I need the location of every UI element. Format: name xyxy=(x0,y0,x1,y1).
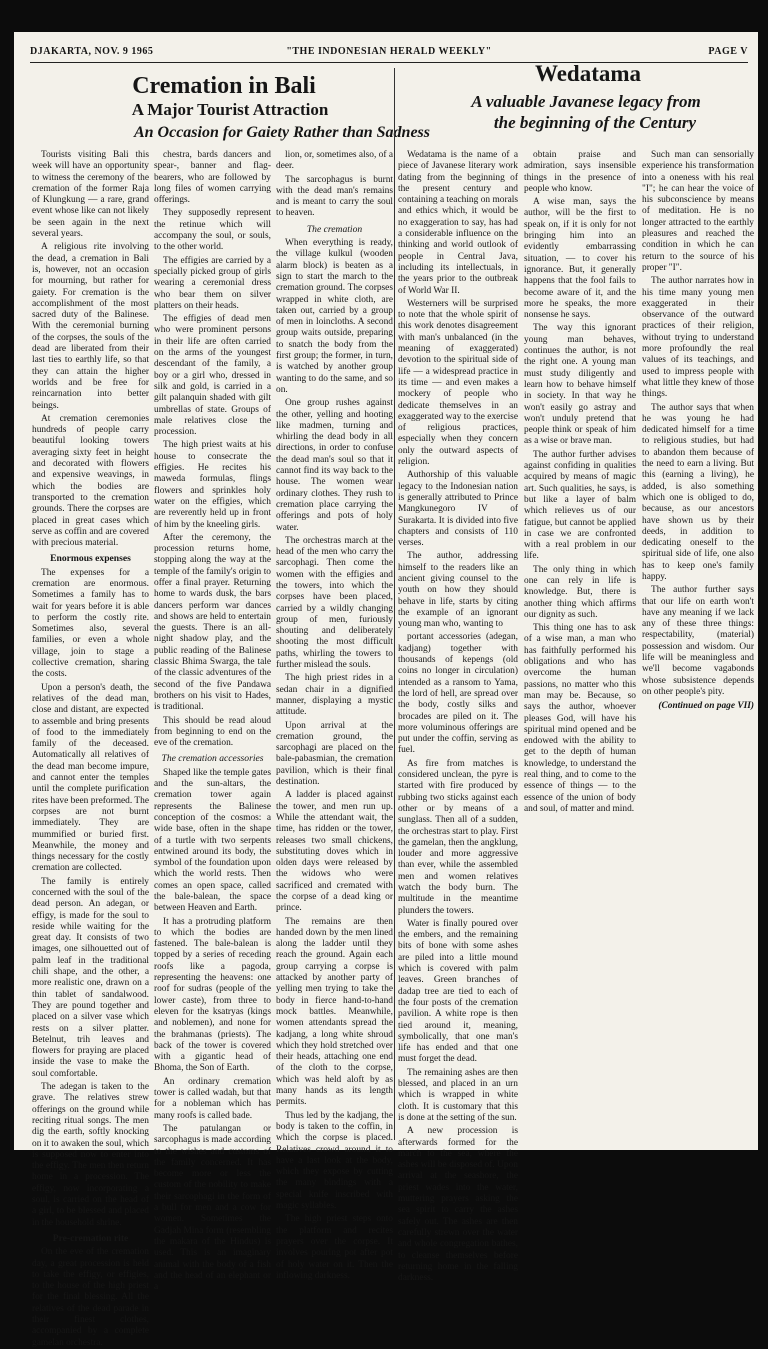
article1-deck: An Occasion for Gaiety Rather than Sadness xyxy=(133,124,431,141)
paragraph: The author further says that our life on earth won't have any meaning if we lack any of these three things: respectability, (material) possession and wisdom. Our life will be meaningless and we'll become vagabonds whose subsistence depends on other people's pity. xyxy=(642,585,754,697)
paragraph: A religious rite involving the dead, a cremation in Bali is, however, not an occasion for mourning, but rather for gaiety. For cremation is the accomplishment of the most sacred duty of the Balinese. With the ceremonial burning of the corpses, the souls of the dead are liberated from their last ties to earthly life, so that they can attain the higher worlds and be free for reincarnation into better beings. xyxy=(32,242,149,411)
paragraph: The effigies of dead men who were prominent persons in their life are often carried on the arms of the youngest descendant of the family, a boy or a girl who, dressed in silk and gold, is carried in a gilt palanquin shaded with gilt umbrellas of state. Groups of male relatives close the procession. xyxy=(154,314,271,438)
masthead-page: PAGE V xyxy=(708,46,748,57)
paragraph: The family is entirely concerned with the soul of the dead person. An adegan, or effigy, is made for the soul to reside while waiting for the great day. It consists of two images, one silhouetted out of palm leaf in the traditional chili shape, and the other, a more realistic one, drawn on a thin tablet of sandalwood. They are pound together and placed on a silver vase which rests on a silver platter. Betelnut, trih leaves and flowers for praying are placed inside the vase to make the soul comfortable. xyxy=(32,876,149,1079)
paragraph: This thing one has to ask of a wise man, a man who has faithfully performed his obligations and who has overcome the human passions, no matter who this man may be. Because, so says the author, whoever pleases God, will have his spiritual mind opened and be endowed with the ability to get to the depth of human knowledge, to understand the real thing, and to come to the essence of things — to the essence of the union of body and soul, of matter and mind. xyxy=(524,623,636,814)
paragraph: Water is finally poured over the embers, and the remaining bits of bone with some ashes are piled into a little mound which is covered with palm leaves. Green branches of dadap tree are tied to each of the four posts of the cremation pavilion. A white rope is then tied around it, meaning, symbolically, that one man's life has ended and that one must forget the dead. xyxy=(398,918,518,1065)
paragraph: It has a protruding platform to which the bodies are fastened. The bale-balean is topped by a series of receding roofs like a pagoda, representing the heavens: one roof for sudras (people of the lower caste), from three to eleven for the ksatryas (kings and noblemen), and none for the brahmanas (priests). The back of the tower is covered with a gigantic head of Bhoma, the Son of Earth. xyxy=(154,916,271,1074)
paragraph: Shaped like the temple gates and the sun-altars, the cremation tower again represents the Balinese conception of the cosmos: a wide base, often in the shape of a turtle with two serpents entwined around its body, the symbol of the foundation upon which the world rests. Then comes an open space, called the bale-balean, the space between Heaven and Earth. xyxy=(154,767,271,914)
subhead-cremation-accessories: The cremation accessories xyxy=(161,753,264,765)
paragraph: Upon arrival at the cremation ground, the sarcophagi are placed on the bale-pabasmian, the cremation pavilion, which is their final destination. xyxy=(276,720,393,788)
paragraph: portant accessories (adegan, kadjang) together with thousands of kepengs (old coins no longer in circulation) intended as a ransom to Yama, the lord of hell, are spread over the body, costly silks and brocades are piled on it. The more voluminous offerings are put under the coffin, serving as fuel. xyxy=(398,632,518,756)
paragraph: This should be read aloud from beginning to end on the eve of the cremation. xyxy=(154,715,271,749)
paragraph: The author further advises against confiding in qualities acquired by means of magic art. Such qualities, he says, is but like a layer of balm which relieves us of our fatigue, but cannot be applied in case we are confronted with a real problem in our life. xyxy=(524,449,636,562)
paragraph: Such man can sensorially experience his transformation into a oneness with his real "I"; he can hear the voice of his subconscience by means of meditation. He is no longer attracted to the earthly pleasures and reached the condition in which he can return to the source of his proper "I". xyxy=(642,150,754,273)
paragraph: Thus led by the kadjang, the body is taken to the coffin, in which the corpse is placed. Relatives crowd around it to have a last look at the body, which they expose by cutting the many bindings with a special knife inscribed with magic syllables. xyxy=(276,1110,393,1212)
paragraph: The author, addressing himself to the readers like an ancient giving counsel to the youth on how they should behave in life, starts by citing the example of an ignorant young man who, wanting to xyxy=(398,551,518,630)
article1-column-2 xyxy=(154,150,271,1293)
paragraph: One group rushes against the other, yelling and hooting like madmen, turning and whirling the dead body in all directions, in order to confuse the dead man's soul so that it cannot find its way back to the house. The women wear ordinary clothes. They rush to cremation place carrying the offerings and pots of holy water. xyxy=(276,398,393,533)
paragraph: lion, or, sometimes also, of a deer. xyxy=(276,150,393,172)
paragraph: A wise man, says the author, will be the first to speak on, if it is only for not bringing him into an evidently embarrassing situation, — to cover his ignorance. But, it generally happens that the fool fails to become aware of it, and the more he speaks, the more nonsense he says. xyxy=(524,197,636,321)
masthead-title: "THE INDONESIAN HERALD WEEKLY" xyxy=(286,46,492,57)
paragraph: The high priest waits at his house to consecrate the effigies. He recites his maweda formulas, flings flowers and sprinkles holy water on the effigies, which are reverently held up in front of him by the kneeling girls. xyxy=(154,440,271,530)
paragraph: At cremation ceremonies hundreds of people carry beautiful looking towers averaging sixty feet in height and decorated with flowers and expensive weavings, in which the bodies are transported to the cremation grounds. There the corpses are placed in great cases which serve as coffin and are covered with precious material. xyxy=(32,413,149,549)
article2-column-2 xyxy=(524,150,636,1140)
article2-column-3 xyxy=(642,150,754,1140)
paragraph: The high priest steps onto the platform and recites prayers over the corpse. It involves pouring pot after pot of holy water on it. Then the inflowing darkness. xyxy=(276,1214,393,1281)
paragraph: The only thing in which one can rely in life is knowledge. But, there is another thing which affirms our dignity as such. xyxy=(524,564,636,620)
paragraph: The sarcophagus is burnt with the dead man's remains and is meant to carry the soul to heaven. xyxy=(276,174,393,219)
paragraph: obtain praise and admiration, says insensible things in the presence of people who know. xyxy=(524,150,636,194)
subhead-the-cremation: The cremation xyxy=(306,223,363,235)
article2-subtitle2: the beginning of the Century xyxy=(493,113,697,132)
paragraph: The patulangan or sarcophagus is made according to the wishes and customs of the family concerned. It has become more or less the custom of the nobility to make their sarcophagi in the form of a bull for men and a cow for women. Sometimes the Gadjah Mina form (resembling the makara of the Hindus) is used. This is an imaginary animal with the body of a fish and the head of an elephant or a xyxy=(154,1123,271,1293)
paragraph: A new procession is afterwards formed for the march to the sea, where the ashes will be disposed of. Upon arrival at the seashore, the priest wades into the water, muttering prayers asking the sea spirit to carry the ashes safely out. The ashes are then carefully strewn over the water and whole congregation bathes, to cleanse themselves before returning home in the falling darkness. xyxy=(398,1126,518,1284)
article1-title: Cremation in Bali xyxy=(132,73,316,99)
paragraph: Tourists visiting Bali this week will have an opportunity to witness the ceremony of the cremation of the former Raja of Klungkung — a rare, grand event whose like can not likely be seen again in the next several years. xyxy=(32,150,149,240)
article2-column-1 xyxy=(398,150,518,1284)
article2-title: Wedatama xyxy=(534,61,642,86)
subhead-pre-cremation-rite: Pre-cremation rite xyxy=(52,1232,129,1244)
paragraph: When everything is ready, the village kulkul (wooden alarm block) is beaten as a sign to start the march to the cremation ground. The corpses wrapped in white cloth, are taken out, carried by a group of men in loincloths. A second group waits outside, preparing to snatch the body from the first group; the former, in turn, is watched by another group wanting to do the same, and so on. xyxy=(276,238,393,395)
paragraph: The author narrates how in his time many young men exaggerated in their observance of the outward practices of their religion, without trying to understand more profoundly the real values of its teachings, and used to impress people with what little they knew of those things. xyxy=(642,276,754,400)
paragraph: The high priest rides in a sedan chair in a dignified manner, displaying a mystic attitude. xyxy=(276,673,393,718)
paragraph: chestra, bards dancers and spear-, banner and flag-bearers, who are followed by long files of women carrying offerings. xyxy=(154,150,271,206)
subhead-enormous-expenses: Enormous expenses xyxy=(50,553,131,565)
paragraph: Upon a person's death, the relatives of the dead man, close and distant, are expected to assemble and bring presents of food to the immediately family of the deceased. Automatically all relatives of the dead man become impure, and cannot enter the temples until the complete purification rites have been preformed. The corpses are not burnt immediately. They are mummified or buried first. Meanwhile, the money and things necessary for the costly cremation are collected. xyxy=(32,682,149,874)
paragraph: An ordinary cremation tower is called wadah, but that for a nobleman which has many roofs is called bade. xyxy=(154,1076,271,1121)
article1-subtitle: A Major Tourist Attraction xyxy=(131,100,329,119)
article1-column-3 xyxy=(276,150,393,1281)
paragraph: Westerners will be surprised to note that the whole spirit of this work denotes disagreement with man's unbalanced (in the meaning of exaggerated) devotion to the spiritual side of life — a widespread practice in its time — and even makes a mockery of people who dedicate themselves in an exaggerated way to the exercise of religious practices, especially when they concern only the outward aspects of religion. xyxy=(398,298,518,468)
paragraph: The effigies are carried by a specially picked group of girls wearing a ceremonial dress who bear them on silver platters on their heads. xyxy=(154,255,271,311)
paragraph: A ladder is placed against the tower, and men run up. While the attendant wait, the time, has ridden or the tower, releases two small chickens, substituting doves which in olden days were released by the widows who were sacrificed and cremated with the corpse of a dead king or prince. xyxy=(276,790,393,914)
paragraph: After the ceremony, the procession returns home, stopping along the way at the temple of the family's origin to offer a final prayer. Returning home to wards dusk, the bars dancers perform war dances and shows are held to entertain the guests. There is an all-night shadow play, and the public reading of the Balinese classic Bhima Swarga, the tale of the classic adventures of the second of the five Pandawa brothers on his visit to Hades, is traditional. xyxy=(154,532,271,713)
paragraph: The expenses for a cremation are enormous. Sometimes a family has to wait for years before it is able to perform the costly rite. Sometimes also, several families, or even a whole village, join to stage a collective cremation, sharing the costs. xyxy=(32,567,149,680)
paragraph: On the eve of the cremation day, a great procession is held to take the effigy, or effigies, to the house of the high priest for the final blessing. All the relatives of the dead parade in their finest clothes, accompanied by a complete gamelan orchestra. xyxy=(32,1247,149,1348)
paragraph: The way this ignorant young man behaves, continues the author, is not the right one. A young man must study diligently and learn how to behave himself in society. In that way he won't easily go astray and won't unduly pretend that people think or speak of him as a wise or brave man. xyxy=(524,323,636,447)
paragraph: Wedatama is the name of a piece of Javanese literary work dating from the beginning of the present century and containing a teaching on morals and ethics which, it would be no exaggeration to say, has had a considerable influence on the thinking and world outlook of people in Central Java, including its intellectuals, in the years prior to the outbreak of World War II. xyxy=(398,150,518,296)
article1-column-1 xyxy=(32,150,149,1348)
paragraph: Authorship of this valuable legacy to the Indonesian nation is generally attributed to Prince Mangkunegoro IV of Surakarta. It is divided into five chapters and consists of 110 verses. xyxy=(398,470,518,549)
newspaper-page xyxy=(14,32,758,1348)
paragraph: They supposedly represent the retinue which will accompany the soul, or souls, to the other world. xyxy=(154,208,271,253)
article2-subtitle: A valuable Javanese legacy from xyxy=(471,92,701,111)
paragraph: The orchestras march at the head of the men who carry the sarcophagi. Then come the women with the effigies and the towers, into which the corpses have been placed, carried by a wildly changing group of men, furiously shouting and deliberately shooting the most difficult paths, whirling the towers to further mislead the souls. xyxy=(276,535,393,671)
paragraph: The remains are then handed down by the men lined along the ladder until they reach the ground. Again each group carrying a corpse is attacked by another party of yelling men trying to take the body in fierce hand-to-hand mock battles. Meanwhile, women attendants spread the kadjang, a long white shroud which they hold stretched over their heads, attaching one end of the cloth to the corpse, which was held aloft by as many hands as its length permits. xyxy=(276,916,393,1108)
paragraph: The author says that when he was young he had dedicated himself for a time to religious studies, but had to abandon them because of the need to earn a living. But this (earning a living), he added, is also something which one is obliged to do, because, as our ancestors have shown us by their deeds, in addition to dedicating oneself to the spiritual side of life, one also has to keep one's family happy. xyxy=(642,402,754,582)
paragraph: The adegan is taken to the grave. The relatives strew offerings on the ground while reciting ritual songs. The men dig the earth, softly knocking on it to awaken the soul, which is supposed now to enter into the effigy. The men then return home in a procession. The effigy, now incorporating a soul, is carried on the head of a girl, to be blessed and placed in the household shrine. xyxy=(32,1082,149,1228)
article-divider xyxy=(394,68,395,1140)
paragraph: As fire from matches is considered unclean, the pyre is started with fire produced by rubbing two sticks against each other or by means of a sunglass. Then all of a sudden, the orchestras start to play. First the gamelan, then the angklung, louder and more aggressive than ever, while the assembled men and women relatives watch the body burn. The multitude in the meantime plunders the towers. xyxy=(398,758,518,916)
masthead-date: DJAKARTA, NOV. 9 1965 xyxy=(30,46,154,57)
continued-notice: (Continued on page VII) xyxy=(658,701,754,712)
paragraph: The remaining ashes are then blessed, and placed in an urn which is wrapped in white cloth. It is customary that this is done at the setting of the sun. xyxy=(398,1067,518,1123)
